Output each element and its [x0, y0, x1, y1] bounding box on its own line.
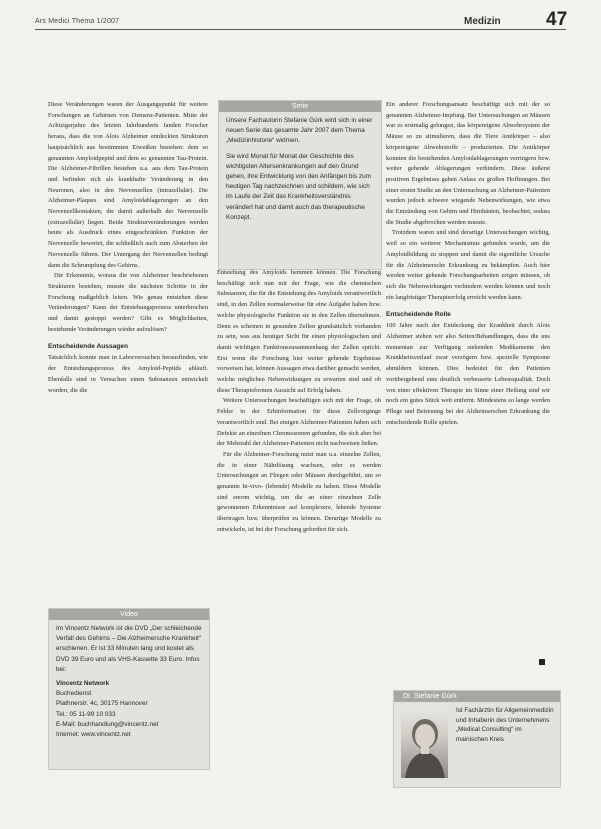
page-header — [0, 0, 601, 36]
company-name: Vincentz Network — [56, 680, 110, 688]
paragraph: Diese Veränderungen waren der Ausgangspunkt für weitere Forschungen an Gehirnen von Demenz-Patienten. Mitte der Achtzigerjahre des letzten Jahrhunderts fanden Forscher heraus, dass die von Alois Alzheimer entdeckten Strukturen hauptsächlich aus bestimmten Eiweißen bestehen: dem so genannten Amyloidpeptid und dem so genannten Tau-Protein. Die Alzheimer-Fibrillen bestehen u.a. aus dem Tau-Protein und befinden sich als krankhafte Veränderung in den Neuronen, also in den Nervenzellen (intrazellulär). Die Alzheimer-Plaques sind Amyloidablagerungen an den Nervenzellkontakten, die damit außerhalb der Nervenzelle (extrazellulär) liegen. Beide Strukturveränderungen werden heute als Ausdruck eines eingeschränkten Funktion der Nervenzelle bewertet, die schließlich auch zum Absterben der Nervenzelle führen. Der Untergang der Nervenzellen bedingt dann die Schrumpfung des Gehirns. — [48, 101, 208, 269]
section-heading: Entscheidende Rolle — [386, 311, 451, 319]
video-box-title: Video — [49, 609, 209, 620]
website-line: Internet: www.vincentz.net — [56, 731, 131, 739]
paragraph: Tatsächlich konnte man in Laborversuchen herausfinden, wie der Entstehungsprozess des Amyloid-Peptids abläuft. Ebenfalls sind in Versuchen einen Substanzen entwickelt worden, die die — [48, 354, 208, 394]
paragraph: Die Erkenntnis, woraus die von Alzheimer beschriebenen Strukturen bestehen, musste die nächsten Schritte in der Forschung maßgeblich leiten. Wie genau entstehen diese Veränderungen? Kann der Entstehungsprozess unterbrochen und damit gestoppt werden? Gibt es Möglichkeiten, bestehende Veränderungen wieder aufzulösen? — [48, 272, 208, 333]
column-2 — [217, 268, 381, 536]
author-photo — [401, 708, 448, 778]
paragraph: Weitere Untersuchungen beschäftigen sich mit der Frage, ob Fehler in der Erbinformation für diese Zellvorgänge verantwortlich sind. Bei einigen Alzheimer-Patienten haben sich Defekte an einzelnen Chromosomen gefunden, die sich aber bei der Mehrzahl der Alzheimer-Patienten nicht nachweisen ließen. — [217, 397, 381, 448]
serie-box-title: Serie — [219, 101, 381, 112]
serie-box-text: Unsere Fachautorin Stefanie Gürk wird sich in einer neuen Serie das gesamte Jahr 2007 dem Thema „Mediziinhistorie“ widmen. — [226, 117, 373, 145]
section-heading: Entscheidende Aussagen — [48, 343, 129, 351]
end-of-article-mark — [539, 659, 545, 665]
author-bio: Ist Fachärztin für Allgemeinmedizin und Inhaberin des Unternehmens „Medical Consulting“ im mainischen Kreis — [456, 707, 554, 743]
paragraph: Ein anderer Forschungsansatz beschäftigt sich mit der so genannten Alzheimer-Impfung. Bei Untersuchungen an Mäusen war es erstmalig gelungen, das körpereigene Abwehrsystem der Mäuse so zu stimulieren, dass die Tiere Antikörper – also körpereigene Abwehrstoffe – produzierten. Die Antikörper konnten die bestehenden Amyloidablagerungen verringern bzw. weiter gehende Ablagerungen verhindern. Diese äußerst positiven Ergebnisse gaben Anlass zu großen Hoffnungen. Bei einer ersten Studie an den Untersuchung an Alzheimer-Patienten wurden jedoch schwere wiegende Nebenwirkungen, wie etwa die Entzündung von Gehirn und Hirnhäuten, beobachtet, sodass die Studie abgebrochen werden musste. — [386, 101, 550, 226]
paragraph: Für die Alzheimer-Forschung nutzt man u.a. einzelne Zellen, die in einer Nährlösung wachsen, oder es werden Untersuchungen an Fliegen oder Mäusen durchgeführt, um so genannte In-vivo- (lebende) Modelle zu haben. Diese Modelle sind enorm wichtig, um die an einer einzelnen Zelle gewonnenen Erkenntnisse auf komplexere, lebende Systeme übertragen bzw. überprüfen zu können. Derartige Modelle zu entwickeln, ist bei der Forschung gefordert für sich. — [217, 450, 381, 533]
address-line: Plathnerstr. 4c, 30175 Hannover — [56, 700, 148, 708]
author-box-title: Dr. Stefanie Gürk — [394, 691, 560, 702]
column-3 — [386, 100, 550, 428]
column-1 — [48, 100, 208, 396]
section-label: Medizin — [464, 16, 501, 27]
paragraph: 100 Jahre nach der Entdeckung der Krankheit durch Alois Alzheimer stehen wir also Seiten/Behandlungen, dass die uns momentan zur Verfügung stehenden Medikamente den Krankheitsverlauf zwar verzögern bzw. spezielle Symptome abmildern können. Dies bedeutet für den Patienten vorübergehend eine deutlich verbesserte Lebensqualität. Doch von einer effektiven Therapie im Sinne einer Heilung sind wir noch ein gutes Stück weit entfernt. Mindestens so lange werden Pflege und Betreuung bei der Alzheimerschen Erkrankung die entscheidende Rolle spielen. — [386, 322, 550, 426]
video-info-box — [48, 608, 210, 770]
phone-line: Tel.: 05 11-99 10 033 — [56, 710, 116, 718]
paragraph: Entstehung des Amyloids hemmen können. Die Forschung beschäftigt sich nun mit der Frage, wie die chemischen Substanzen, die für die Entstehung des Amyloids verantwortlich sind, in den Zellen normalerweise für eine Aufgabe haben bzw. welche physiologische Funktion sie in den Zellen übernehmen. Denn es scheinen in gesunden Zellen grundsätzlich vorhanden zu sein, was aus heutiger Sicht für einen physiologischen und damit wichtigen Funktionszusammenhang der Zellen spricht. Erst wenn die Forschung hier weiter gehende Ergebnisse vorweisen hat, können Aussagen etwa darüber gemacht werden, welche möglichen Nebenwirkungen zu erwarten sind und ob diese Therapieformen Aussicht auf Erfolg haben. — [217, 269, 381, 394]
issue-label: Ars Medici Thema 1/2007 — [35, 18, 120, 25]
email-line: E-Mail: buchhandlung@vincentz.net — [56, 720, 159, 728]
address-line: Buchedienst — [56, 690, 92, 698]
paragraph: Trotzdem waren und sind derartige Untersuchungen wichtig, weil so ein weiterer Mechanismus gefunden wurde, um die Amyloidbildung zu stoppen und damit die eigentliche Ursache für die Alzheimersche Erkrankung zu bekämpfen. Auch hier werden weiter gehende Forschungsarbeiten zeigen müssen, ob sich die Nebenwirkungen verhindern werden können und noch ein langfristiger Therapieerfolg erreicht werden kann. — [386, 229, 550, 301]
video-box-text: Im Vincentz Network ist die DVD „Der schleichende Verfall des Gehirns – Die Alzheimersche Krankheit“ erschienen. Er ist 33 Minuten lang und kostet als DVD 39 Euro und als VHS-Kassette 33 Euro. Infos bei: — [56, 625, 202, 673]
serie-info-box — [218, 100, 382, 270]
page-number: 47 — [546, 9, 568, 30]
author-info-box — [393, 690, 561, 788]
serie-box-text: Sie wird Monat für Monat der Geschichte des wichtigsten Altersenkrankungen auf den Grund gehen, ihre Entwicklung von den Anfängen bis zum heutigen Tag nachzeichnen und schildern, wie sich im Laufe der Zeit das Krankheitsverständnis verändert hat und damit auch das therapeutische Konzept. — [226, 152, 371, 221]
header-rule — [35, 29, 566, 30]
